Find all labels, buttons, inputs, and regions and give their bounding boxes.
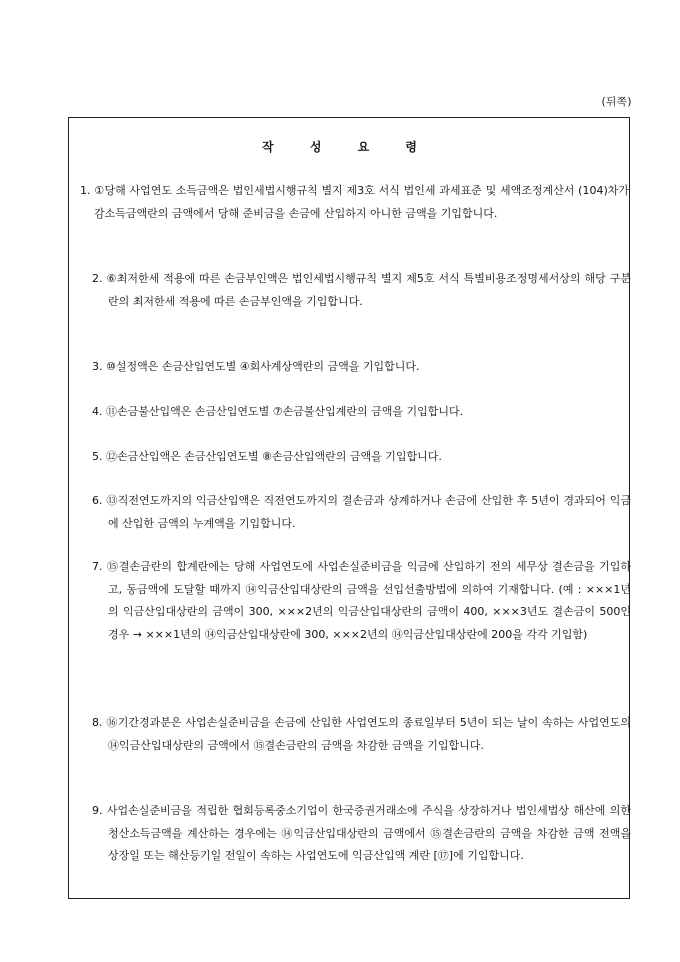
- instruction-text: 사업손실준비금을 적립한 협회등록중소기업이 한국증권거래소에 주식을 상장하거나 법인세법상 해산에 의한 청산소득금액을 계산하는 경우에는 ⑭익금산입대상란의 금액에서 ⑮결손금란의 금액을 차감한 금액 전액을 상장일 또는 해산등기일 전일이 속하는 사업연도에 익금산입액 계란 [⑰]에 기입합니다.: [106, 804, 632, 862]
- instruction-text: ⑪손금불산입액은 손금산입연도별 ⑦손금불산입계란의 금액을 기입합니다.: [106, 405, 464, 418]
- instruction-number: 6.: [92, 494, 103, 507]
- instruction-number: 8.: [92, 716, 103, 729]
- instruction-text: ⑥최저한세 적용에 따른 손금부인액은 법인세법시행규칙 별지 제5호 서식 특별비용조정명세서상의 해당 구분란의 최저한세 적용에 따른 손금부인액을 기입합니다.: [106, 272, 631, 308]
- instruction-number: 5.: [92, 450, 103, 463]
- instruction-item-9: [92, 800, 631, 868]
- instruction-number: 4.: [92, 405, 103, 418]
- instruction-number: 9.: [92, 804, 103, 817]
- instruction-item-2: [92, 268, 631, 313]
- instruction-text: ⑮결손금란의 합계란에는 당해 사업연도에 사업손실준비금을 익금에 산입하기 전의 세무상 결손금을 기입하고, 동금액에 도달할 때까지 ⑭익금산입대상란의 금액을 선입선출방법에 의하여 기재합니다. (예 : ×××1년의 익금산입대상란의 금액이 300, ×××2년의 익금산입대상란의 금액이 400, ×××3년도 결손금이 500인 경우 → ×××1년의 ⑭익금산입대상란에 300, ×××2년의 ⑭익금산입대상란에 200을 각각 기입함): [106, 560, 632, 641]
- instruction-item-1: [80, 180, 629, 225]
- instruction-number: 7.: [92, 560, 103, 573]
- instruction-number: 1.: [80, 184, 91, 197]
- instruction-text: ①당해 사업연도 소득금액은 법인세법시행규칙 별지 제3호 서식 법인세 과세표준 및 세액조정계산서 (104)차가감소득금액란의 금액에서 당해 준비금을 손금에 산입하지 아니한 금액을 기입합니다.: [94, 184, 629, 220]
- instruction-item-6: [92, 490, 631, 535]
- instruction-item-4: [92, 401, 615, 424]
- instruction-item-3: [92, 356, 615, 379]
- instruction-item-7: [92, 556, 631, 646]
- instruction-text: ⑯기간경과분은 사업손실준비금을 손금에 산입한 사업연도의 종료일부터 5년이 되는 날이 속하는 사업연도의 ⑭익금산입대상란의 금액에서 ⑮결손금란의 금액을 차감한 금액을 기입합니다.: [106, 716, 631, 752]
- page-side-label: (뒤쪽): [601, 96, 632, 108]
- instruction-text: ⑬직전연도까지의 익금산입액은 직전연도까지의 결손금과 상계하거나 손금에 산입한 후 5년이 경과되어 익금에 산입한 금액의 누계액을 기입합니다.: [106, 494, 631, 530]
- instruction-number: 2.: [92, 272, 103, 285]
- instruction-item-8: [92, 712, 631, 757]
- instruction-text: ⑫손금산입액은 손금산입연도별 ⑧손금산입액란의 금액을 기입합니다.: [106, 450, 442, 463]
- instruction-number: 3.: [92, 360, 103, 373]
- instruction-item-5: [92, 446, 615, 469]
- instructions-title: 작 성 요 령: [262, 140, 418, 154]
- instruction-text: ⑩설정액은 손금산입연도별 ④회사계상액란의 금액을 기입합니다.: [106, 360, 420, 373]
